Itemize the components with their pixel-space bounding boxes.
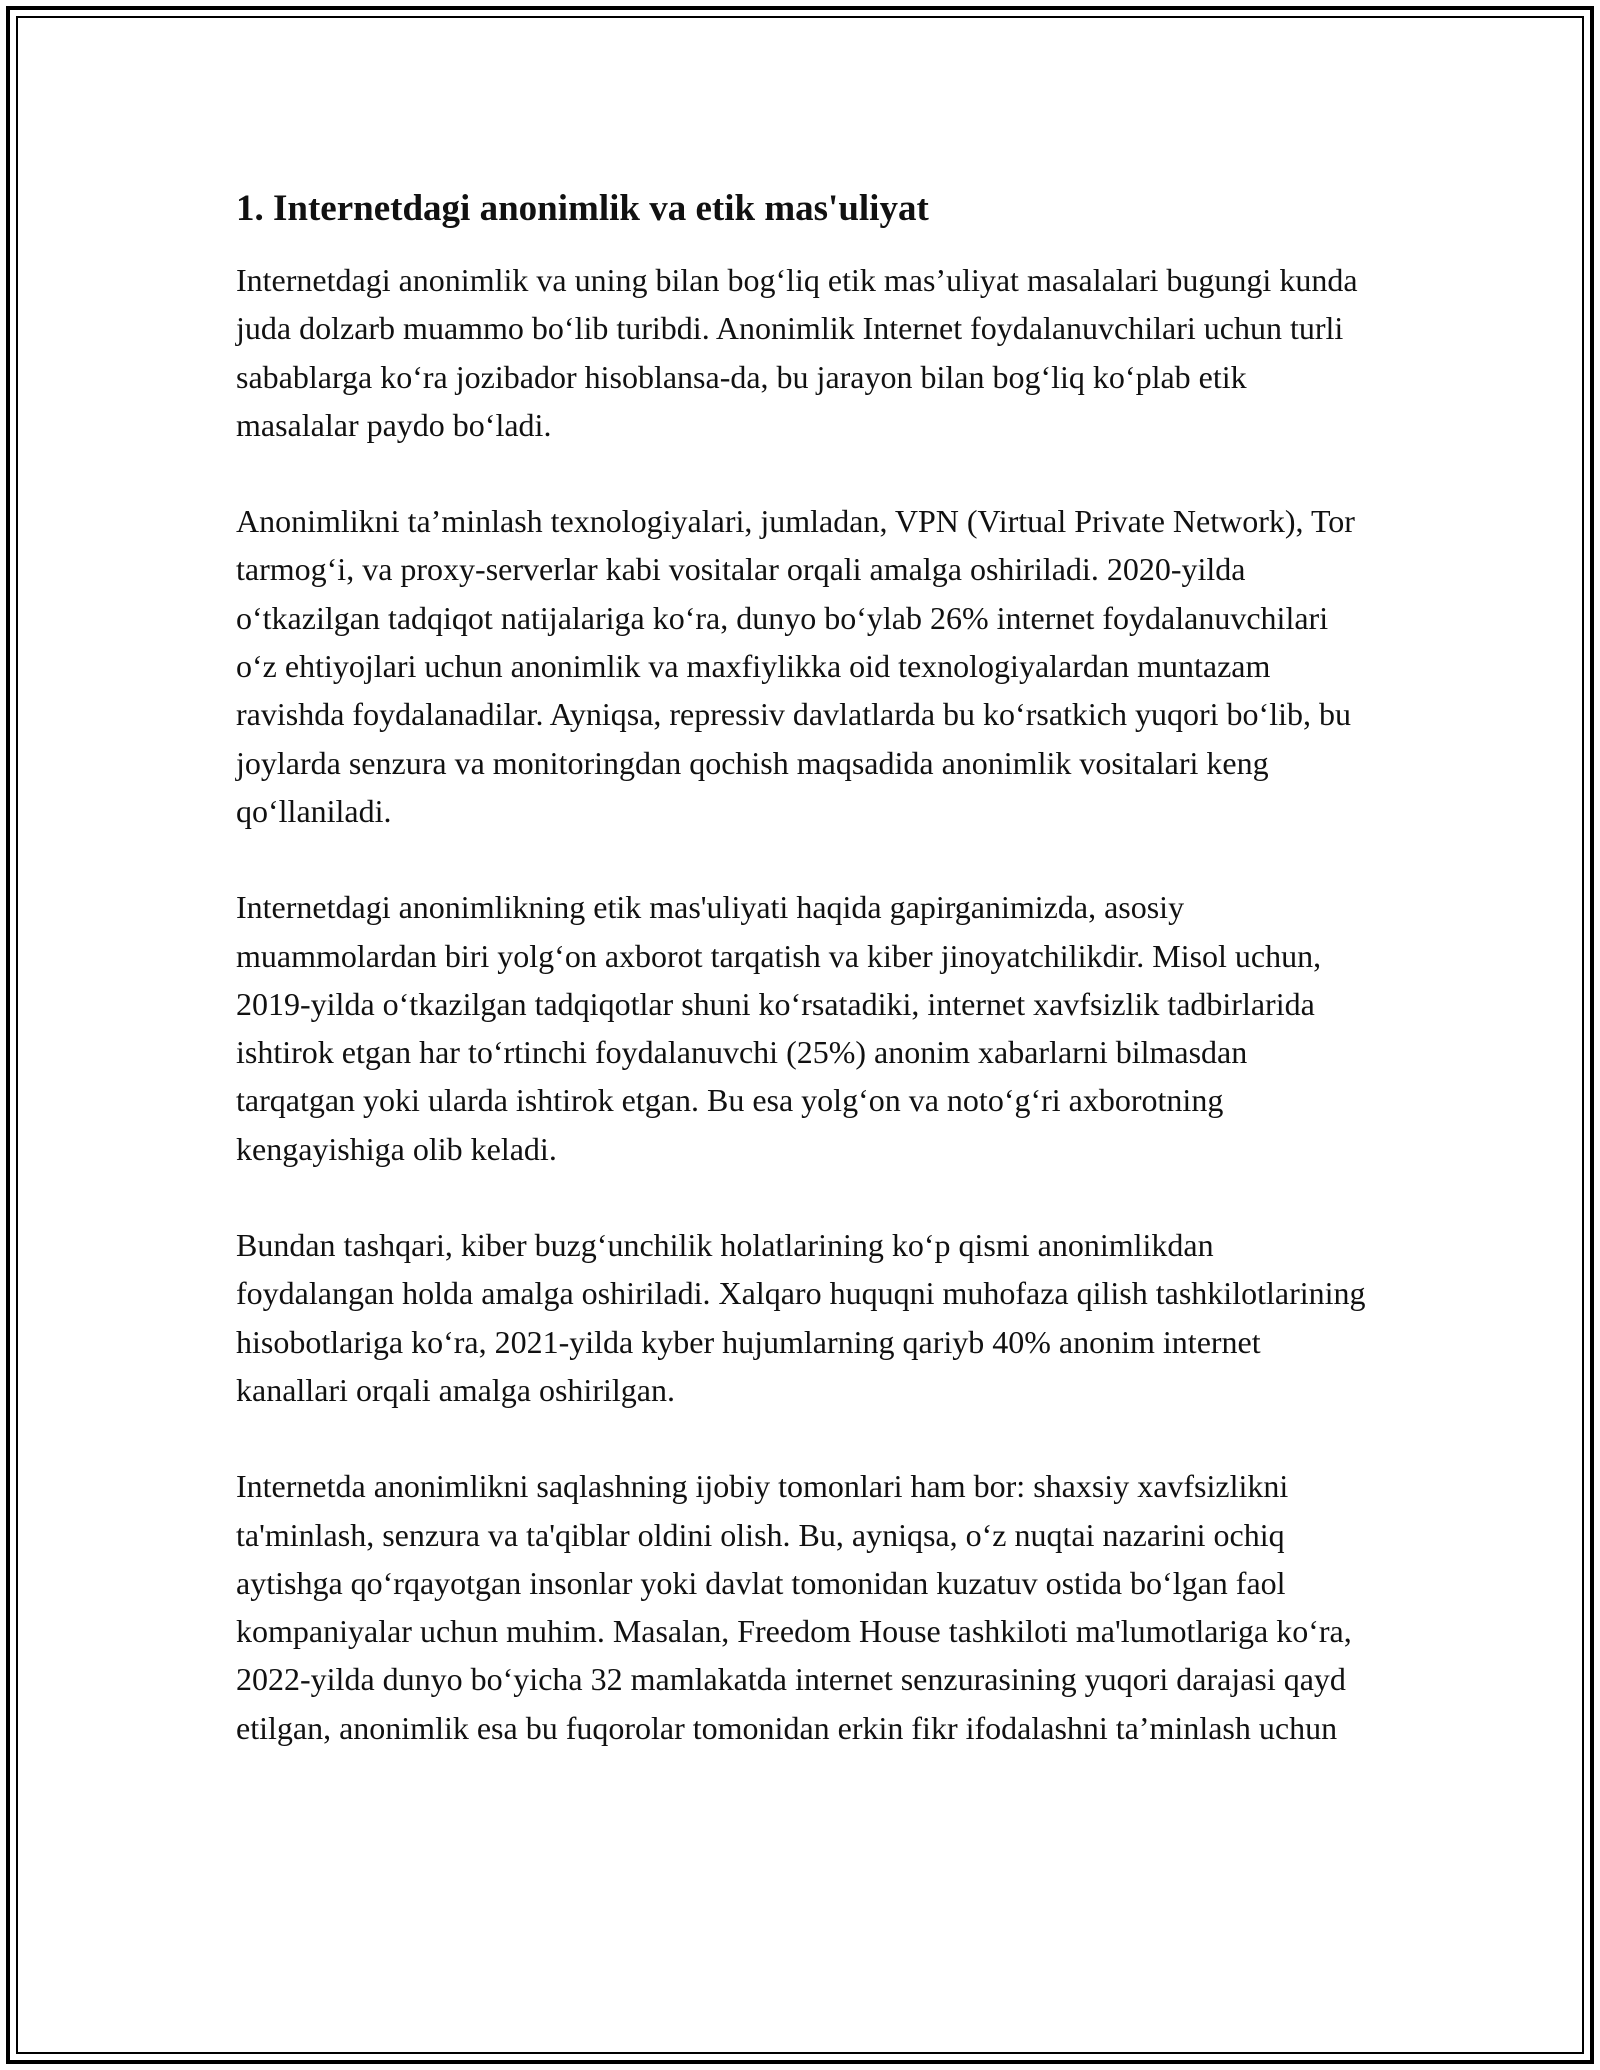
paragraph-benefits: Internetda anonimlikni saqlashning ijobiy tomonlari ham bor: shaxsiy xavfsizlikni ta'minlash, senzura va ta'qiblar oldini olish. Bu, ayniqsa, o‘z nuqtai nazarini ochiq aytishga qo‘rqayotgan insonlar yoki davlat tomonidan kuzatuv ostida bo‘lgan faol kompaniyalar uchun muhim. Masalan, Freedom House tashkiloti ma'lumotlariga ko‘ra, 2022-yilda dunyo bo‘yicha 32 mamlakatda internet senzurasining yuqori darajasi qayd etilgan, anonimlik esa bu fuqorolar tomonidan erkin fikr ifodalashni ta’minlash uchun [236,1468,1352,1746]
paragraph-technologies: Anonimlikni ta’minlash texnologiyalari, jumladan, VPN (Virtual Private Network), Tor tarmog‘i, va proxy-serverlar kabi vositalar orqali amalga oshiriladi. 2020-yilda o‘tkazilgan tadqiqot natijalariga ko‘ra, dunyo bo‘ylab 26% internet foydalanuvchilari o‘z ehtiyojlari uchun anonimlik va maxfiylikka oid texnologiyalardan muntazam ravishda foydalanadilar. Ayniqsa, repressiv davlatlarda bu ko‘rsatkich yuqori bo‘lib, bu joylarda senzura va monitoringdan qochish maqsadida anonimlik vositalari keng qo‘llaniladi. [236,503,1355,829]
section-heading: 1. Internetdagi anonimlik va etik mas'uliyat [236,188,929,229]
paragraph-cybercrime: Bundan tashqari, kiber buzg‘unchilik holatlarining ko‘p qismi anonimlikdan foydalangan holda amalga oshiriladi. Xalqaro huquqni muhofaza qilish tashkilotlarining hisobotlariga ko‘ra, 2021-yilda kyber hujumlarning qariyb 40% anonim internet kanallari orqali amalga oshirilgan. [236,1227,1366,1408]
paragraph-intro: Internetdagi anonimlik va uning bilan bog‘liq etik mas’uliyat masalalari bugungi kunda juda dolzarb muammo bo‘lib turibdi. Anonimlik Internet foydalanuvchilari uchun turli sabablarga ko‘ra jozibador hisoblansa-da, bu jarayon bilan bog‘liq ko‘plab etik masalalar paydo bo‘ladi. [236,262,1358,443]
document-body [236,185,1366,1800]
paragraph-ethics: Internetdagi anonimlikning etik mas'uliyati haqida gapirganimizda, asosiy muammolardan biri yolg‘on axborot tarqatish va kiber jinoyatchilikdir. Misol uchun, 2019-yilda o‘tkazilgan tadqiqotlar shuni ko‘rsatadiki, internet xavfsizlik tadbirlarida ishtirok etgan har to‘rtinchi foydalanuvchi (25%) anonim xabarlarni bilmasdan tarqatgan yoki ularda ishtirok etgan. Bu esa yolg‘on va noto‘g‘ri axborotning kengayishiga olib keladi. [236,889,1322,1167]
